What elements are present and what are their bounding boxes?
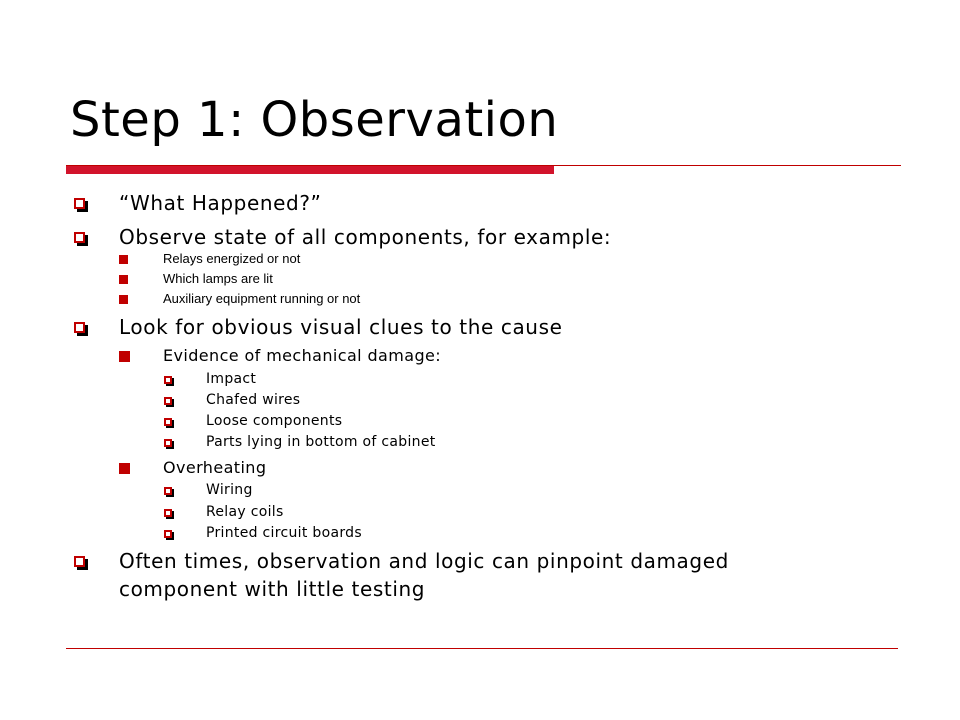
bullet-box-icon bbox=[164, 530, 172, 538]
sub-bullet-overheating: Overheating bbox=[163, 458, 267, 477]
item-printed-circuit-boards: Printed circuit boards bbox=[206, 525, 362, 541]
item-parts-lying: Parts lying in bottom of cabinet bbox=[206, 434, 436, 450]
bullet-square-icon bbox=[119, 295, 128, 304]
bullet-box-icon bbox=[164, 418, 172, 426]
bottom-rule bbox=[66, 648, 898, 649]
item-impact: Impact bbox=[206, 371, 257, 387]
bullet-often-times-line1: Often times, observation and logic can pinpoint damaged bbox=[119, 549, 729, 573]
sub-bullet-relays: Relays energized or not bbox=[163, 251, 301, 266]
bullet-box-icon bbox=[164, 376, 172, 384]
bullet-box-icon bbox=[164, 509, 172, 517]
bullet-box-icon bbox=[164, 487, 172, 495]
bullet-box-icon bbox=[74, 232, 85, 243]
item-wiring: Wiring bbox=[206, 482, 253, 498]
sub-bullet-lamps: Which lamps are lit bbox=[163, 271, 273, 286]
bullet-what-happened: “What Happened?” bbox=[119, 191, 322, 215]
title-accent-bar bbox=[66, 166, 554, 174]
bullet-box-icon bbox=[164, 439, 172, 447]
bullet-square-icon bbox=[119, 275, 128, 284]
bullet-box-icon bbox=[74, 556, 85, 567]
sub-bullet-auxiliary: Auxiliary equipment running or not bbox=[163, 291, 361, 306]
sub-bullet-mechanical-damage: Evidence of mechanical damage: bbox=[163, 346, 442, 365]
bullet-often-times-line2: component with little testing bbox=[119, 577, 426, 601]
item-loose-components: Loose components bbox=[206, 413, 343, 429]
bullet-square-icon bbox=[119, 463, 130, 474]
bullet-look-for-clues: Look for obvious visual clues to the cause bbox=[119, 315, 563, 339]
bullet-box-icon bbox=[164, 397, 172, 405]
bullet-box-icon bbox=[74, 198, 85, 209]
bullet-square-icon bbox=[119, 351, 130, 362]
bullet-square-icon bbox=[119, 255, 128, 264]
bullet-box-icon bbox=[74, 322, 85, 333]
item-relay-coils: Relay coils bbox=[206, 504, 284, 520]
bullet-observe: Observe state of all components, for example: bbox=[119, 225, 612, 249]
item-chafed-wires: Chafed wires bbox=[206, 392, 301, 408]
slide-title: Step 1: Observation bbox=[70, 92, 559, 148]
